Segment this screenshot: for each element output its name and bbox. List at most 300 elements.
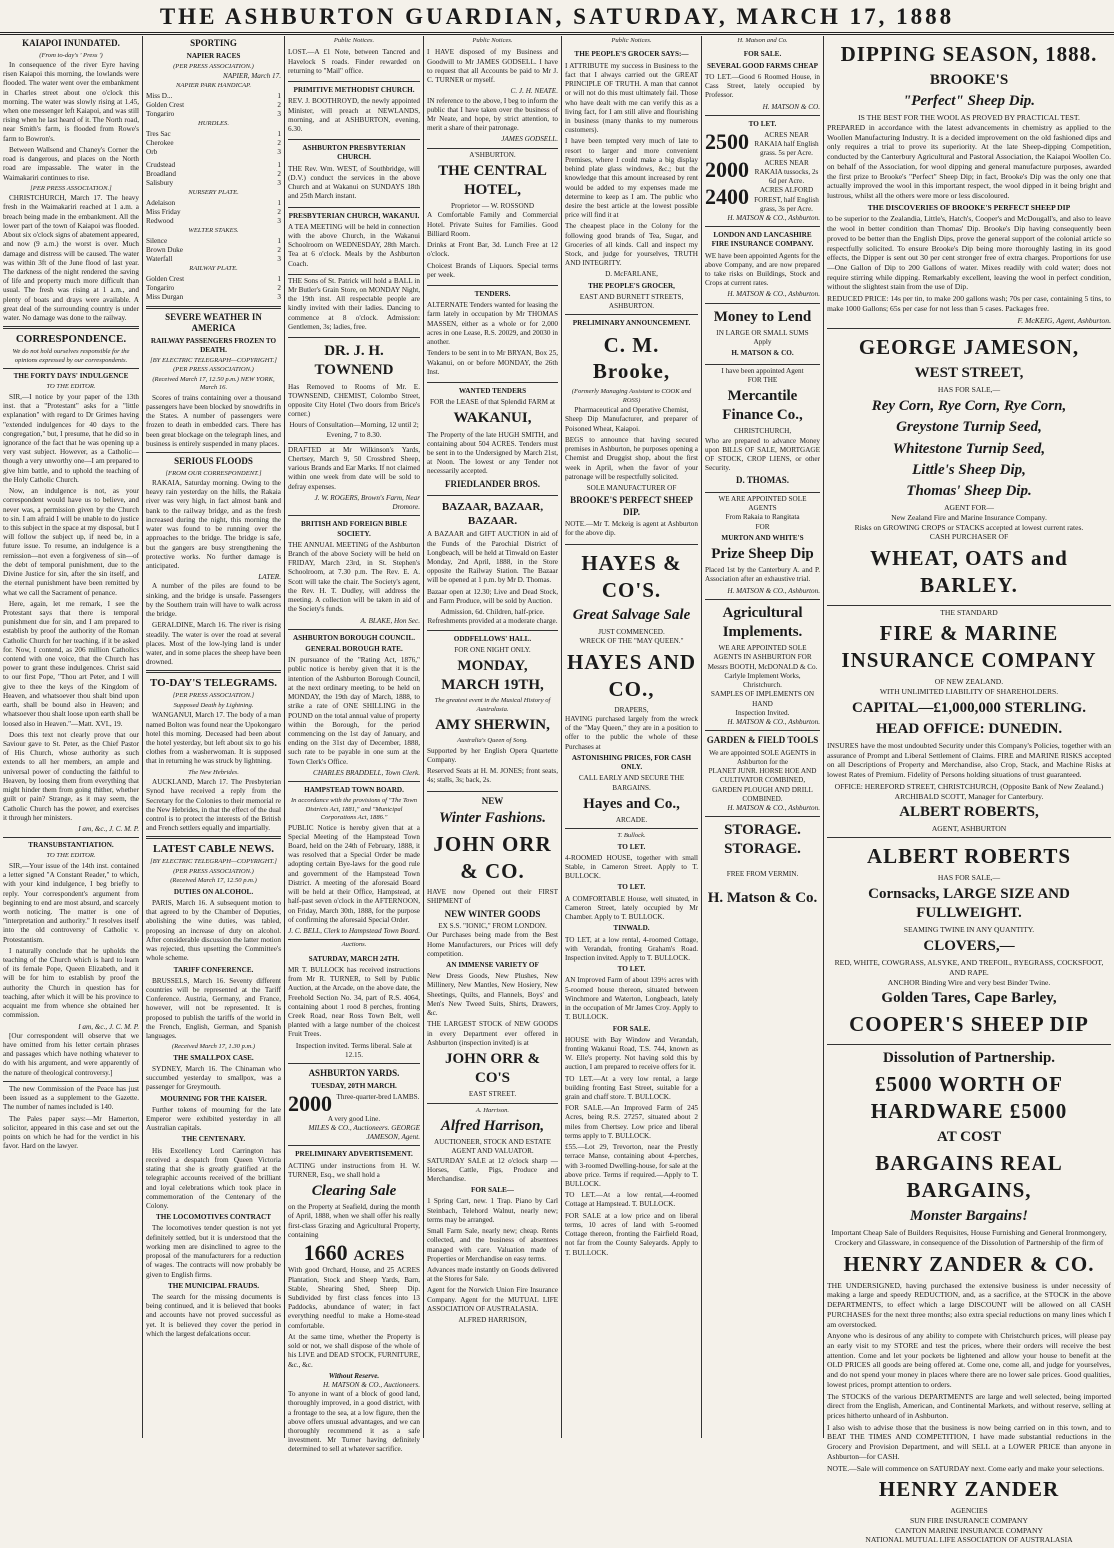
merchant-name: ALBERT ROBERTS bbox=[866, 844, 1072, 869]
ad-storage bbox=[705, 817, 820, 913]
grocer-name: D. McFARLANE, bbox=[605, 270, 658, 279]
acre-listing bbox=[705, 128, 820, 159]
notice-signature: JAMES GODSELL. bbox=[501, 135, 558, 144]
ad-text: THE STANDARD bbox=[940, 607, 998, 617]
horse-name: Crudstead bbox=[146, 160, 176, 169]
ad-text: Who are prepared to advance Money upon BILLS OF SALE, MORTGAGE OF STOCK, CROP LIENS, or other Security. bbox=[705, 436, 820, 473]
article-paragraph: PARIS, March 16. A subsequent motion to that agreed to by the Chamber of Deputies, abolishing the wine duties, was tabled, proposing an increase of duty on alcohol. After considerable discussion the latter motion was rejected, thus upsetting the Committee's whole scheme. bbox=[146, 899, 281, 963]
article-paragraph: Scores of trains containing over a thousand passengers have been blocked by snowdrifts in the States. A number of passengers were frozen to death in embedded cars. There has been great blockage on the telegraph lines, and business is entirely suspended in many places. bbox=[146, 393, 281, 448]
auctioneer-title: AUCTIONEER, STOCK AND ESTATE AGENT AND VALUATOR. bbox=[433, 1138, 552, 1156]
notice-text: PUBLIC Notice is hereby given that at a Special Meeting of the Hampstead Town Board, held on the 24th of February, 1888, it was resolved that a Special Order be made adopting certain Bye-laws for the good rule and government of the Hampstead Town District. A meeting of the aforesaid Board will be held at their Office, Hampstead, at half-past seven o'clock in the AFTERNOON, on Friday, March 30th, 1888, for the purpose of confirming the aforesaid Special Order. bbox=[288, 823, 420, 924]
column-6 bbox=[701, 36, 823, 1438]
firm-name: JOHN ORR & CO. bbox=[433, 832, 552, 884]
press-association-label: (PER PRESS ASSOCIATION.) bbox=[173, 62, 254, 70]
horse-name: Salisbury bbox=[146, 179, 174, 188]
hotel-name: THE CENTRAL HOTEL, bbox=[438, 162, 547, 199]
press-association-label: [PER PRESS ASSOCIATION.] bbox=[172, 692, 255, 700]
cable-title: THE CENTENARY. bbox=[181, 1135, 246, 1144]
horse-name: Cherokee bbox=[146, 139, 174, 148]
ad-text: 1 Spring Cart, new. 1 Trap. Piano by Carl Steinbach, Telehord Walnut, nearly new; terms may be arranged. bbox=[427, 1197, 558, 1224]
ad-text: ALTERNATE Tenders wanted for leasing the farm lately in occupation by Mr THOMAS MASSEN, either as a whole or for 2,000 acres in one Lease, R.S. 20029, and 20030 in another. bbox=[427, 301, 558, 347]
ad-text: Anyone who is desirous of any ability to compete with Christchurch prices, will please pay an early visit to my STORE and test the prices, where their orders will receive the best attention. Come and let your pockets be lightened and allow your house to benefit at the OLD PRICES all goods are being offered at. Come one, come all, and judge for yourselves, and do not spend your money in places where there are no lower sale prices. Good qualities, lowest prices, prompt attention to orders. bbox=[827, 1331, 1111, 1389]
auction-signature: MILES & CO., Auctioneers. GEORGE JAMESON, Agent. bbox=[308, 1123, 420, 1142]
article-paragraph: BRUSSELS, March 16. Seventy different countries will be represented at the Tariff Conference. Austria, Germany, and France, however, will not be represented. It is proposed to publish the tariffs of the world in the French, English, German, and Spanish languages. bbox=[146, 976, 281, 1041]
ad-text: TO LET, at a low rental, 4-roomed Cottage, with Verandah, fronting Graham's Road. Inspection invited. Apply to T. BULLOCK. bbox=[565, 935, 698, 962]
newspaper-title: THE ASHBURTON GUARDIAN, SATURDAY, MARCH 17, 1888 bbox=[159, 4, 955, 29]
ad-text: Drinks at Front Bar, 3d. Lunch Free at 12 o'clock. bbox=[427, 241, 558, 259]
acre-text: ACRES NEAR RAKAIA half English grass. 5s per Acre. bbox=[754, 130, 819, 158]
acres-label: ACRES bbox=[353, 1248, 405, 1265]
placing: 3 bbox=[277, 179, 281, 188]
acre-text: ACRES ALFORD FOREST, half English grass, 3s per Acre. bbox=[754, 186, 819, 213]
ad-text: FOR THE bbox=[747, 375, 778, 384]
divider bbox=[3, 368, 139, 369]
ad-text: The cheapest place in the Colony for the following good brands of Tea, Sugar, and Groceries of all kinds. Call and inspect my Stock, and judge for yourselves, TRUTH AND INTEGRITY. bbox=[565, 222, 698, 268]
chemist-former: (Formerly Managing Assistant to COOK and ROSS) bbox=[571, 388, 692, 404]
column-3 bbox=[284, 36, 423, 1454]
ad-text: FOR SALE.—An Improved Farm of 245 Acres, being R.S. 27257, situated about 2 miles from Chertsey. Low price and liberal terms apply to T. BULLOCK. bbox=[565, 1104, 698, 1140]
ad-text: HAS FOR SALE,— bbox=[937, 385, 1001, 395]
race-title: WELTER STAKES. bbox=[188, 227, 239, 235]
notice-tea-meeting bbox=[288, 208, 420, 275]
race-result-row bbox=[146, 208, 281, 217]
section-label: T. Bullock. bbox=[617, 832, 646, 840]
firm-name: JOHN ORR & CO'S bbox=[445, 1050, 540, 1087]
product-name: BROOKE'S PERFECT SHEEP DIP. bbox=[570, 495, 693, 517]
auction-text: ACTING under instructions from H. W. TURNER, Esq., we shall hold a bbox=[288, 1161, 420, 1179]
ad-signature: H. MATSON & CO., Ashburton. bbox=[727, 290, 820, 299]
product-line: Little's Sheep Dip, bbox=[912, 461, 1026, 478]
notice-title: PRIMITIVE METHODIST CHURCH. bbox=[293, 86, 415, 95]
firm-name: HAYES & CO'S. bbox=[581, 550, 682, 602]
one-night-label: FOR ONE NIGHT ONLY. bbox=[454, 645, 531, 654]
telegraph-label: [BY ELECTRIC TELEGRAPH—COPYRIGHT.] bbox=[150, 356, 277, 364]
ad-george-jameson bbox=[827, 329, 1111, 605]
section-label: Public Notices. bbox=[611, 37, 652, 44]
product-name: "Perfect" Sheep Dip. bbox=[902, 93, 1036, 110]
race-results bbox=[146, 199, 281, 227]
severe-weather-headline: SEVERE WEATHER IN AMERICA bbox=[165, 311, 262, 334]
column-4 bbox=[423, 36, 561, 1438]
notice-title: PRESBYTERIAN CHURCH, WAKANUI. bbox=[288, 211, 420, 220]
article-paragraph: In consequence of the river Eyre having risen Kaiapoi this morning, the lowlands were flooded. The water went over the embankment in Charles street about one o'clock this morning. The water was slowly rising at 1.45, when one messenger left Kaiapoi, and was still rising when he last heard of it. The North road, near Smith's farm, is flooded from Rowe's farm to Bowron's. bbox=[3, 60, 139, 143]
ad-text: New Zealand Fire and Marine Insurance Company. bbox=[891, 512, 1047, 522]
ad-text: A COMFORTABLE House, well situated, in Cameron Street, lately occupied by Mr Chamber. Apply to T. BULLOCK. bbox=[565, 894, 698, 922]
lambs-text: Three-quarter-bred LAMBS. bbox=[336, 1092, 420, 1101]
firm-name: HENRY ZANDER bbox=[878, 1477, 1060, 1502]
column-2 bbox=[142, 36, 284, 1438]
dateline: (Received March 17, 1.30 p.m.) bbox=[171, 1043, 256, 1051]
ad-text: WITH UNLIMITED LIABILITY OF SHAREHOLDERS. bbox=[879, 686, 1059, 696]
ad-title: PRELIMINARY ANNOUNCEMENT. bbox=[572, 319, 691, 328]
ad-text: OFFICE: HEREFORD STREET, CHRISTCHURCH, (Opposite Bank of New Zealand.) ARCHIBALD SCOTT, Manager for Canterbury. bbox=[834, 781, 1104, 801]
letter-signature: I am, &c., J. C. M. P. bbox=[78, 1022, 139, 1031]
race-result-row bbox=[146, 92, 281, 101]
ad-text: THE UNDERSIGNED, having purchased the extensive business is under necessity of making a large and speedy REDUCTION, and, as a sacrifice, at the STOCK in the above DEPARTMENTS, to effect which a large DISCOUNT will be allowed on all CASH PURCHASES for the next three months; also extra special reductions on many lines which I am overstocked. bbox=[827, 1280, 1111, 1329]
product-line: Thomas' Sheep Dip. bbox=[906, 482, 1032, 499]
divider bbox=[146, 836, 281, 839]
concert-tagline: The greatest event in the Musical History of Australasia. bbox=[434, 697, 551, 713]
ad-text: I ATTRIBUTE my success in Business to the fact that I always carried out the GREAT PRINCIPLE OF TRUTH. A man that cannot or will not do this must ultimately fail. Those who have dealt with me can verify this as a living fact, for I am still alive and flourishing in business (many thanks to my numerous customers). bbox=[565, 61, 698, 135]
notice-subtitle: In accordance with the provisions of "The Town Districts Act, 1881," and "Municipal Corporations Act, 1886." bbox=[290, 797, 418, 822]
article-paragraph: His Excellency Lord Carrington has received a despatch from Queen Victoria stating that she is greatly gratified at the telegraphic accounts received of the brilliant and loyal celebrations which took place in commemoration of the Centenary of the Colony. bbox=[146, 1146, 281, 1210]
race-result-row bbox=[146, 246, 281, 255]
notice-title: BRITISH AND FOREIGN BIBLE SOCIETY. bbox=[300, 520, 408, 538]
notice-text: THE Rev. Wm. WEST, of Southbridge, will (D.V.) conduct the services in the above Church and at Wakanui on SUNDAYS 18th and 25th March instant. bbox=[288, 164, 420, 201]
ad-text: FOR SALE at a low price and on liberal terms, 10 acres of land with 5-roomed Cottage thereon, fronting the Fairfield Road, not far from the County Saleyards. Apply to T. BULLOCK. bbox=[565, 1211, 698, 1257]
ad-amy-sherwin bbox=[427, 631, 558, 792]
notice-signature: C. J. H. NEATE. bbox=[510, 87, 558, 96]
notice-lost bbox=[288, 46, 420, 82]
notice-text: REV. J. BOOTHROYD, the newly appointed Minister, will preach at NEWLANDS, morning, and at ASHBURTON, evening, 6.30. bbox=[288, 97, 420, 133]
race-result-row bbox=[146, 130, 281, 139]
letter-title: TRANSUBSTANTIATION. bbox=[28, 841, 114, 850]
winter-fashions-title: Winter Fashions. bbox=[439, 810, 546, 827]
notice-primitive bbox=[288, 82, 420, 140]
ad-brooke-chemist bbox=[565, 315, 698, 544]
ad-subtitle: THE DISCOVERIES OF BROOKE'S PERFECT SHEEP DIP bbox=[867, 202, 1071, 212]
section-label: Auctions. bbox=[341, 941, 367, 949]
ad-text: AGENCIES bbox=[950, 1506, 988, 1516]
horse-name: Golden Crest bbox=[146, 274, 185, 283]
for-sale-label: FOR SALE. bbox=[612, 1024, 651, 1033]
ad-text: Tenders to be sent in to Mr BRYAN, Box 25, Wakanui, on or before MONDAY, the 26th Inst. bbox=[427, 349, 558, 376]
ad-text: NOTE.—Mr T. Mckeig is agent at Ashburton for the above dip. bbox=[565, 520, 698, 538]
correspondence-headline: CORRESPONDENCE. bbox=[15, 333, 127, 346]
placing: 3 bbox=[277, 110, 281, 119]
ad-title: TENDERS. bbox=[474, 289, 511, 298]
ad-text: Bazaar open at 12.30; Live and Dead Stock, and Farm Produce, will be sold by Auction. bbox=[427, 587, 558, 605]
for-sale-label: FOR SALE— bbox=[471, 1186, 514, 1195]
auction-text: With good Orchard, House, and 25 ACRES Plantation, Stock and Sheep Yards, Barn, Stable, Shearing Shed, Sheep Dip. Subdivided by first class fences into 13 Paddocks, abundance of water; in fact everything needful to make a Home-stead comfortable. bbox=[288, 1266, 420, 1330]
kaiapoi-source: (From to-day's ' Press ') bbox=[39, 51, 103, 59]
manufacturer-label: SOLE MANUFACTURER OF bbox=[586, 483, 677, 492]
acres-number: 1660 bbox=[303, 1240, 348, 1266]
auctioneer-name: Alfred Harrison, bbox=[440, 1117, 545, 1134]
shipment-label: EX S.S. "IONIC," FROM LONDON. bbox=[438, 922, 547, 931]
consultation-hours: Hours of Consultation—Morning, 12 until 2; Evening, 7 to 8.30. bbox=[289, 421, 419, 439]
placing: 1 bbox=[277, 160, 281, 169]
notice-hampstead bbox=[288, 782, 420, 940]
ad-text: NATIONAL MUTUAL LIFE ASSOCIATION OF AUSTRALASIA bbox=[865, 1535, 1073, 1545]
ad-text: I also wish to advise those that the business is now being carried on in this town, and to BEAT THE TIMES AND COMPETITION, I have made substantial reductions in the Grocery and Provision Department, and will SELL at a LOWER PRICE than anyone in Ashburton—for CASH. bbox=[827, 1422, 1111, 1461]
correspondence-note: We do not hold ourselves responsible for the opinions expressed by our correspondents. bbox=[12, 348, 130, 364]
race-results bbox=[146, 92, 281, 120]
ad-text: IS THE BEST FOR THE WOOL AS PROVED BY PRACTICAL TEST. bbox=[858, 113, 1080, 123]
ad-text: FOR bbox=[755, 522, 770, 531]
ad-text: The STOCKS of the various DEPARTMENTS are large and well selected, being imported direct from the English, American, and Continental Markets, and without reserve, selling at prices hitherto unheard of in Ashburton. bbox=[827, 1391, 1111, 1420]
telegram-title: The New Hebrides. bbox=[188, 768, 239, 776]
ad-text: PREPARED in accordance with the latest advancements in chemistry as applied to the Woollen Manufacturing Industry. It is a decided improvement on the old fashioned dips and only requires a trial to prove its superiority. At the late Sheep-dipping Competition, conducted by the Canterbury Agricultural and Pastoral Association, the Kaiapoi Woollen Co. on behalf of the Association, for wool dipping and general manufacture purposes, awarded the first prize to Brooke's "Perfect" Sheep Dip; in fact, Brooke's Dip was the only one that actually improved the wool in this important respect, the wool dipped in it being bright and lustrous, whilst all the others were more or less discoloured. bbox=[827, 122, 1111, 200]
placing: 1 bbox=[277, 129, 281, 138]
monster-line: Monster Bargains! bbox=[910, 1208, 1028, 1225]
auctioneer-signature: ALFRED HARRISON, bbox=[458, 1316, 527, 1325]
horse-name: Tongariro bbox=[146, 284, 175, 293]
ad-text: Inspection Invited. bbox=[735, 708, 790, 717]
column-7 bbox=[823, 36, 1114, 1545]
acre-listing bbox=[705, 156, 820, 187]
horse-name: Waterfall bbox=[146, 255, 173, 264]
horse-name: Tongariro bbox=[146, 110, 175, 119]
notice-signature: CHARLES BRADDELL, Town Clerk. bbox=[313, 768, 420, 777]
divider bbox=[146, 670, 281, 673]
horse-name: Orb bbox=[146, 148, 158, 157]
ad-text: A Comfortable Family and Commercial Hotel. Private Suites for Families. Good Billiard Room. bbox=[427, 211, 558, 238]
ad-text: SEAMING TWINE IN ANY QUANTITY. bbox=[903, 925, 1035, 935]
ad-text: Our Purchases being made from the Best Home Manufacturers, our Prices will defy competition. bbox=[427, 931, 558, 958]
ad-text: CASH PURCHASER OF bbox=[929, 532, 1009, 542]
article-paragraph: WANGANUI, March 17. The body of a man named Bolton was found near the Upokongaro hotel this morning. Deceased had been about the hotel yesterday, but left about six to go his clothes from a washerwoman. It is supposed that in returning he was struck by lightning. bbox=[146, 711, 281, 766]
ad-text: SATURDAY SALE at 12 o'clock sharp — Horses, Cattle, Pigs, Produce and Merchandise. bbox=[427, 1156, 558, 1184]
race-results bbox=[146, 237, 281, 265]
notice-text: LOST.—A £1 Note, between Tancred and Havelock S roads. Finder rewarded on returning to "Mail" office. bbox=[288, 48, 420, 75]
notice-borough-rate bbox=[288, 630, 420, 782]
horse-name: Golden Crest bbox=[146, 101, 185, 110]
placing: 1 bbox=[277, 91, 281, 100]
notice-text: IN reference to the above, I beg to inform the public that I have taken over the business of Mr Neate, and hope, by strict attention, to merit a share of their patronage. bbox=[427, 96, 558, 133]
maker-name: MURTON AND WHITE'S bbox=[721, 533, 804, 542]
ad-bazaar bbox=[427, 496, 558, 630]
ad-text: Advances made instantly on Goods delivered at the Stores for Sale. bbox=[427, 1266, 558, 1284]
ad-john-orr bbox=[427, 792, 558, 1104]
ad-text: 4-ROOMED HOUSE, together with small Stable, in Cameron Street. Apply to T. BULLOCK. bbox=[565, 853, 698, 881]
acre-listing bbox=[705, 186, 820, 214]
race-title: HURDLES. bbox=[198, 120, 229, 128]
money-title: Money to Lend bbox=[713, 308, 812, 325]
admission-text: Admission, 6d. Children, half-price. bbox=[440, 608, 545, 617]
ad-text: HAS FOR SALE,— bbox=[937, 873, 1001, 883]
ad-text: HOUSE with Bay Window and Verandah, fronting Wakanui Road, T.S. 744, known as W. Elle's property. Not having sold this by auction, I am prepared to receive offers for it. bbox=[565, 1035, 698, 1072]
firm-name: H. Matson & Co. bbox=[707, 889, 818, 906]
ad-central-hotel bbox=[427, 149, 558, 286]
ad-text: Sheep Dip Manufacturer, and preparer of Poisoned Wheat, Kaiapoi. bbox=[565, 415, 698, 433]
ad-text: TO LET.—Good 6 Roomed House, in Cass Street, lately occupied by Professor. bbox=[705, 72, 820, 100]
article-paragraph: SYDNEY, March 16. The Chinaman who succumbed yesterday to smallpox, was a passenger for Greymouth. bbox=[146, 1064, 281, 1092]
firm-address: EAST STREET. bbox=[468, 1090, 517, 1099]
ad-text: Risks on GROWING CROPS or STACKS accepted at lowest current rates. bbox=[854, 522, 1084, 532]
placing: 2 bbox=[277, 284, 281, 293]
horse-name: Miss D... bbox=[146, 91, 173, 100]
telegrams-headline: TO-DAY'S TELEGRAMS. bbox=[150, 677, 277, 690]
ad-signature: H. MATSON & CO., Ashburton. bbox=[727, 213, 820, 222]
ad-signature: H. MATSON & CO. bbox=[762, 102, 820, 111]
notice-signature: A. BLAKE, Hon Sec. bbox=[360, 616, 420, 625]
ad-text: WE ARE APPOINTED SOLE AGENTS bbox=[718, 494, 807, 513]
ad-title: GARDEN & FIELD TOOLS bbox=[706, 735, 819, 746]
ad-text: Small Farm Sale, nearly new; cheap. Rents collected, and the business of absentees managed with care. Valuation made of Properties or Merchandise on easy terms. bbox=[427, 1227, 558, 1263]
letter-paragraph: I naturally conclude that he upholds the teaching of the Church which is hard to learn of its female Pope, Queen Elizabeth, and it will be for him to establish by proof the authority the Church in question has for teaching, after which it will be his province to acquaint me from whence she obtained her commission. bbox=[3, 946, 139, 1020]
horse-name: Silence bbox=[146, 236, 168, 245]
ad-text: ANCHOR Binding Wire and very best Binder Twine. bbox=[887, 977, 1051, 987]
auction-clearing bbox=[288, 1146, 420, 1459]
acre-text: ACRES NEAR RAKAIA tussocks, 2s 6d per Acre. bbox=[754, 158, 819, 186]
performer-tagline: Australia's Queen of Song. bbox=[457, 737, 528, 745]
news-snippet: The new Commission of the Peace has just been issued as a supplement to the Gazette. The number of names included is 140. bbox=[3, 1084, 139, 1112]
merchant-name: GEORGE JAMESON, bbox=[858, 335, 1080, 360]
ad-standard-insurance bbox=[827, 606, 1111, 839]
ad-title: Agricultural Implements. bbox=[722, 604, 803, 641]
ad-text: TO LET.—At a low rental,—4-roomed Cottage at Hampstead. T. BULLOCK. bbox=[565, 1191, 698, 1209]
cable-title: MOURNING FOR THE KAISER. bbox=[160, 1094, 267, 1103]
ad-text: We are appointed SOLE AGENTS in Ashburton for the bbox=[708, 748, 816, 766]
severe-weather-subhead: RAILWAY PASSENGERS FROZEN TO DEATH. bbox=[150, 336, 277, 354]
ad-text: Agent for the Norwich Union Fire Insurance Company. Agent for the MUTUAL LIFE ASSOCIATION OF AUSTRALASIA. bbox=[427, 1286, 558, 1313]
concert-date: MONDAY, MARCH 19TH, bbox=[441, 657, 544, 694]
firm-name: HAYES AND CO., bbox=[566, 650, 696, 701]
variety-label: AN IMMENSE VARIETY OF bbox=[446, 960, 539, 969]
chemist-title: Pharmaceutical and Operative Chemist, bbox=[574, 406, 689, 415]
ad-bullock bbox=[565, 829, 698, 1263]
floods-headline: SERIOUS FLOODS bbox=[174, 456, 253, 467]
ad-text: OF NEW ZEALAND. bbox=[934, 677, 1004, 687]
wreck-label: WRECK OF THE "MAY QUEEN." bbox=[579, 636, 684, 645]
sporting-headline: SPORTING bbox=[190, 38, 237, 48]
auction-text: To anyone in want of a block of good land, thoroughly improved, in a good district, with a frontage to the sea, at a low figure, then the above offers unusual advantages, and we can thoroughly recommend it as a safe investment. Mr Turner having definitely determined to sell at whatever sacrifice. bbox=[288, 1390, 420, 1454]
ad-hayes bbox=[565, 545, 698, 830]
napier-races-title: NAPIER RACES bbox=[186, 51, 241, 60]
race-result-row bbox=[146, 217, 281, 226]
company-name: FIRE & MARINE INSURANCE COMPANY bbox=[841, 621, 1097, 673]
firm-name: Hayes and Co., bbox=[583, 795, 680, 812]
ad-text: HAVING purchased largely from the wreck of the "May Queen," they are in a position to offer to the public the whole of these Purchases at bbox=[565, 714, 698, 751]
farms-label: SEVERAL GOOD FARMS CHEAP bbox=[706, 61, 819, 70]
venue-name: ODDFELLOWS' HALL. bbox=[453, 634, 532, 643]
letter-paragraph: Here, again, let me remark, I see the Protestant says that there is temporal punishment due for sin, and I am prepared to establish by proof the authority of the Roman Catholic Church for her teaching, if it be asked for. Now, I contend, as 206 million Catholics contend with one voice, that the Church has power to grant these indulgences. Christ said to our first Pope, "Thou art Peter, and I will give to thee the keys of the Kingdom of Heaven, and whatsoever thou shalt bind upon earth, shall be bound also in Heaven; and whatsoever thou shalt loose upon earth shall be loosed also in Heaven."—Matt. XVI., 19. bbox=[3, 599, 139, 728]
new-winter-goods: NEW WINTER GOODS bbox=[444, 908, 541, 919]
ad-subtitle: FOR the LEASE of that Splendid FARM at bbox=[429, 398, 556, 407]
divider bbox=[3, 326, 139, 329]
ad-brookes-dip bbox=[827, 36, 1111, 329]
auction-signature: H. MATSON & CO., Auctioneers. bbox=[322, 1380, 420, 1389]
placing: 2 bbox=[277, 101, 281, 110]
notice-presbyterian bbox=[288, 140, 420, 207]
ad-text: A BAZAAR and GIFT AUCTION in aid of the Funds of the Parochial District of Longbeach, will be held at Tinwald on Easter Monday, 2nd April, 1888, in the Store opposite the Railway Station. The Bazaar will be opened at 1 p.m. by Mr D. Thomas. bbox=[427, 530, 558, 585]
for-sale-label: FOR SALE. bbox=[743, 50, 782, 59]
location-label: TINWALD. bbox=[613, 924, 650, 933]
section-label: A. Harrison. bbox=[475, 1106, 510, 1114]
column-1 bbox=[0, 36, 142, 1438]
product-line: CLOVERS,— bbox=[923, 937, 1015, 954]
race-result-row bbox=[146, 293, 281, 302]
horse-name: Brown Duke bbox=[146, 245, 183, 254]
ad-text: HAVE now Opened out their FIRST SHIPMENT of bbox=[427, 888, 558, 906]
dateline: NAPIER, March 17. bbox=[222, 72, 281, 81]
race-result-row bbox=[146, 284, 281, 293]
ad-mercantile bbox=[705, 365, 820, 493]
merchant-address: WEST STREET, bbox=[914, 365, 1024, 382]
race-title: NURSERY PLATE. bbox=[188, 189, 239, 197]
notice-drafted bbox=[288, 444, 420, 517]
ad-tenders bbox=[427, 286, 558, 383]
auction-text: MR T. BULLOCK has received instructions from Mr R. TURNER, to Sell by Public Auction, at the Arcade, on the above date, the Freehold Section No. 34, part of R.S. 4064, containing about 1 rood 8 perches, fronting Creek Road, near Ross Town Belt, well planted with a large number of the choicest Fruit Trees. bbox=[288, 965, 420, 1039]
letter-title: THE FORTY DAYS' INDULGENCE bbox=[13, 372, 129, 381]
race-title: RAILWAY PLATE. bbox=[189, 265, 238, 273]
horse-name: Miss Durgan bbox=[146, 293, 184, 302]
company-name: Mercantile Finance Co., bbox=[722, 387, 803, 424]
sale-status: JUST COMMENCED. bbox=[598, 627, 665, 636]
firm-trade: DRAPERS, bbox=[614, 705, 649, 714]
race-result-row bbox=[146, 110, 281, 119]
to-let-label: TO LET. bbox=[748, 119, 777, 128]
acres-line bbox=[288, 1242, 420, 1266]
letter-paragraph: SIR,—I notice by your paper of the 13th inst. that a "Protestant" asks for a "little explanation" with regard to Dr Grimes having "extended indulgences for 40 days to the congregation," but, I presume, that he did so in ignorance of the fact that he was opening up a very vast subject. However, as a Catholic—though a very unworthy one—I am prepared to give him battle, and to uphold the teaching of the Holy Catholic Church. bbox=[3, 392, 139, 484]
race-result-row bbox=[146, 148, 281, 157]
hotel-location: A'SHBURTON. bbox=[469, 150, 516, 159]
farm-location: WAKANUI, bbox=[453, 410, 532, 427]
horse-name: Adelaison bbox=[146, 198, 176, 207]
section-label: Public Notices. bbox=[333, 37, 375, 44]
firm-address: ARCADE. bbox=[615, 815, 648, 824]
auction-date: TUESDAY, 20TH MARCH. bbox=[311, 1081, 397, 1090]
ad-text: PLANET JUNR. HORSE HOE AND CULTIVATOR COMBINED, GARDEN PLOUGH AND DRILL COMBINED. bbox=[708, 767, 817, 803]
ad-text: Reserved Seats at H. M. JONES; front seats, 4s; stalls, 3s; back, 2s. bbox=[427, 767, 558, 785]
acre-number: 2500 bbox=[705, 128, 749, 154]
ad-text: THE LARGEST STOCK of NEW GOODS in every Department ever offered in Ashburton (inspection invited) is at bbox=[427, 1020, 558, 1047]
ad-text: NOTE.—Sale will commence on SATURDAY next. Come early and make your selections. bbox=[827, 1463, 1104, 1473]
horse-name: Redwood bbox=[146, 217, 174, 226]
notice-ball bbox=[288, 275, 420, 338]
notice-text: THE Sons of St. Patrick will hold a BALL in Mr Butler's Grain Store, on MONDAY Night, the 19th inst. All respectable people are kindly invited with their ladies. Dancing to commence at 8 o'clock. Admission: Gentlemen, 3s; ladies, free. bbox=[288, 276, 420, 331]
firm-name: FRIEDLANDER BROS. bbox=[444, 478, 540, 489]
ad-albert-roberts bbox=[827, 838, 1111, 1045]
notice-text: IN pursuance of the "Rating Act, 1876," public notice is hereby given that it is the intention of the Ashburton Borough Council, at the next ordinary meeting, to be held on MONDAY, the 19th day of March, 1888, to strike a rate of ONE SHILLING in the POUND on the total annual value of property within the Borough, for the period commencing on the 1st day of January, and ending on the 31st day of December, 1888, such rate to be payable in one sum at the Town Clerk's Office. bbox=[288, 656, 420, 766]
cable-title: THE MUNICIPAL FRAUDS. bbox=[167, 1281, 260, 1290]
ad-signature: F. McKEIG, Agent, Ashburton. bbox=[1017, 315, 1111, 325]
ad-text: SUN FIRE INSURANCE COMPANY bbox=[909, 1515, 1029, 1525]
to-let-label: TO LET. bbox=[617, 842, 646, 851]
product-line: Golden Tares, Cape Barley, bbox=[881, 990, 1057, 1007]
ad-text: Supported by her English Opera Quartette Company. bbox=[427, 746, 558, 765]
ad-text: From Rakaia to Rangitata bbox=[725, 513, 800, 522]
ad-text: AGENT FOR— bbox=[944, 503, 994, 513]
doctor-name: DR. J. H. TOWNEND bbox=[314, 343, 394, 379]
placing: 3 bbox=[277, 255, 281, 264]
acre-number: 2000 bbox=[705, 156, 749, 182]
money-sub: IN LARGE OR SMALL SUMS bbox=[716, 328, 809, 337]
ad-text: AN Improved Farm of about 139½ acres with 5-roomed house thereon, situated between Winchmore and Waterton, Longbeach, lately in the occupation of Mr James Croy. Apply to T. BULLOCK. bbox=[565, 976, 698, 1022]
produce-line: WHEAT, OATS and BARLEY. bbox=[870, 545, 1068, 597]
notice-subtitle: GENERAL BOROUGH RATE. bbox=[305, 644, 403, 653]
ad-henry-zander bbox=[827, 1045, 1111, 1548]
letter-address: TO THE EDITOR. bbox=[46, 852, 96, 860]
product-line: Rey Corn, Rye Corn, Rye Corn, bbox=[871, 398, 1067, 415]
race-result-row bbox=[146, 161, 281, 170]
dissolution-title: Dissolution of Partnership. bbox=[882, 1050, 1056, 1067]
placing: 3 bbox=[277, 293, 281, 302]
later-label: LATER. bbox=[258, 573, 281, 582]
section-label: H. Matson and Co. bbox=[737, 37, 788, 44]
ad-signature: H. MATSON & CO., Ashburton. bbox=[727, 586, 820, 595]
race-results bbox=[146, 161, 281, 189]
ad-text: BEGS to announce that having secured premises in Ashburton, he purposes opening a Chemist and Druggist shop, about the first week in April, when the favor of your patronage will be respectfully solicited. bbox=[565, 435, 698, 481]
ad-money-to-lend bbox=[705, 304, 820, 365]
correspondent-label: [FROM OUR CORRESPONDENT.] bbox=[165, 469, 262, 477]
lambs-line bbox=[288, 1090, 420, 1116]
cable-news-headline: LATEST CABLE NEWS. bbox=[153, 843, 274, 856]
ad-signature: H. MATSON & CO. bbox=[731, 349, 794, 358]
ad-text: Placed 1st by the Canterbury A. and P. Association after an exhaustive trial. bbox=[705, 566, 820, 584]
placing: 2 bbox=[277, 207, 281, 216]
agent-name: ALBERT ROBERTS, bbox=[899, 804, 1039, 821]
ad-matson-acres bbox=[705, 116, 820, 227]
placing: 3 bbox=[277, 148, 281, 157]
article-paragraph: The locomotives tender question is not yet definitely settled, but it is understood that the working men are disinclined to agree to the proposal of the manufacturers for a reduction of wages. The contracts will now probably be given to English firms. bbox=[146, 1224, 281, 1279]
ad-text: AGENT, ASHBURTON bbox=[931, 824, 1007, 834]
letter-paragraph: SIR,—Your issue of the 14th inst. contained a letter signed "A Constant Reader," to which, with your kind indulgence, I beg briefly to reply. Your correspondent's argument from beginning to end are most absurd, and scarcely worth noticing. The matter is one of "interpretation and authority." It resolves itself into the old controversy of Catholic v. Protestantism. bbox=[3, 861, 139, 944]
dipping-title: DIPPING SEASON, 1888. bbox=[840, 42, 1098, 66]
grocer-title: THE PEOPLE'S GROCER, bbox=[588, 281, 675, 290]
editor-note: [Our correspondent will observe that we have omitted from his letter certain phrases and passages which have nothing whatever to do with his argument, and were apparently of the nature of theological controversy.] bbox=[3, 1031, 139, 1077]
